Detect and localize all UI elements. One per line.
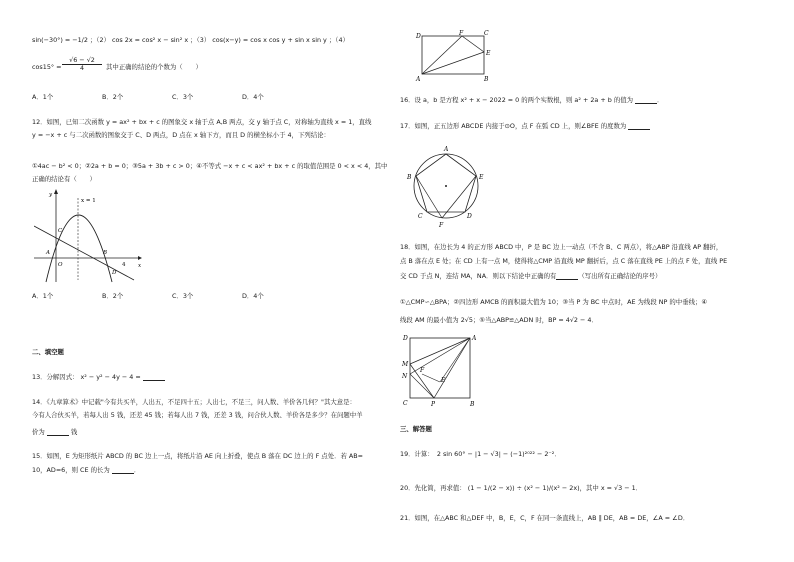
label-y: y xyxy=(49,192,53,198)
label-d: D xyxy=(112,270,117,276)
q14-line2: 今有人合伙买羊，若每人出 5 钱，还差 45 钱；若每人出 7 钱，还差 3 钱，问合伙人数、羊价各是多少？在问题中羊 xyxy=(32,411,363,419)
q12-parabola-graph xyxy=(34,188,144,284)
q12-line4: 正确的结论有（ ） xyxy=(32,175,96,183)
sq-label-e: E xyxy=(441,377,446,384)
q12-option-c[interactable]: C．3个 xyxy=(172,292,194,300)
label-b: B xyxy=(103,250,108,256)
q18-prompt: 交 CD 于点 N，连结 MA，NA．则以下结论中正确的有 xyxy=(400,272,557,280)
sq-label-c: C xyxy=(403,400,408,407)
segment-fe xyxy=(462,36,484,52)
q11-line2-b: 其中正确的结论的个数为（ ） xyxy=(106,63,202,71)
q13-answer-blank[interactable] xyxy=(143,374,165,381)
section-solve-heading: 三、解答题 xyxy=(400,425,432,433)
q18-line1: 18．如图，在边长为 4 的正方形 ABCD 中，P 是 BC 边上一动点（不含 B、C 两点），将△ABP 沿直线 AP 翻折， xyxy=(400,243,723,251)
rect-label-a: A xyxy=(416,76,421,82)
q12-option-b[interactable]: B．2个 xyxy=(102,292,124,300)
q17-text xyxy=(400,122,650,130)
pent-label-e: E xyxy=(479,174,484,181)
segment-ae xyxy=(422,52,484,74)
sq-label-a: A xyxy=(472,335,477,342)
q20-prompt: 20．先化简，再求值： xyxy=(400,484,466,492)
sq-label-p: P xyxy=(431,401,436,408)
section-fill-in-heading: 二、填空题 xyxy=(32,348,64,356)
q12-option-d[interactable]: D．4个 xyxy=(242,292,264,300)
q14-unit: 钱 xyxy=(70,428,78,436)
sq-label-f: F xyxy=(420,367,425,374)
q11-option-c[interactable]: C．3个 xyxy=(172,93,194,101)
q14-answer-blank[interactable] xyxy=(47,429,69,436)
q13-prompt: 13．分解因式： x² − y² − 4y − 4 = xyxy=(32,373,141,381)
q16-text: 16．设 a，b 是方程 x² + x − 2022 = 0 的两个实数根，则 a² + 2a + b 的值为 ． xyxy=(400,96,664,104)
left-column xyxy=(30,0,390,562)
center-o-dot xyxy=(445,185,447,187)
q18-line5: 线段 AM 的最小值为 2√5；⑤当△ABP≌△ADN 时，BP = 4√2 − 4． xyxy=(400,316,598,324)
rect-label-f: F xyxy=(459,30,464,37)
q12-line3: ①4ac − b² < 0；②2a + b = 0；③5a + 3b + c > 0；④不等式 −x + c < ax² + bx + c 的取值范围是 0 < x < 4，其中 xyxy=(32,162,388,170)
q11-option-b[interactable]: B．2个 xyxy=(102,93,124,101)
sq-label-d: D xyxy=(403,335,408,342)
q18-square-figure xyxy=(400,330,480,408)
pentagon-abcde xyxy=(416,154,476,212)
segment-fe-square xyxy=(422,374,440,382)
pent-label-b: B xyxy=(407,174,412,181)
label-four: 4 xyxy=(122,262,126,268)
pent-label-c: C xyxy=(418,213,423,220)
q11-fraction-numerator: √6 − √2 xyxy=(62,57,102,65)
segment-an xyxy=(410,338,470,374)
q18-line3 xyxy=(400,272,661,280)
sq-label-m: M xyxy=(402,361,409,368)
right-column xyxy=(398,0,770,562)
q15-answer-blank[interactable] xyxy=(112,467,134,474)
rect-label-d: D xyxy=(416,33,421,40)
label-x: x xyxy=(138,263,142,269)
label-origin: O xyxy=(58,262,63,268)
q19-text: 19．计算： 2 sin 60° − |1 − √3| − (−1)²⁰²² − 2⁻²． xyxy=(400,450,561,458)
rect-label-c: C xyxy=(484,30,489,37)
q11-fraction-denominator: 4 xyxy=(79,64,85,72)
q18-answer-blank[interactable] xyxy=(556,273,578,280)
q16-answer-blank[interactable] xyxy=(635,97,657,104)
q11-option-d[interactable]: D．4个 xyxy=(242,93,264,101)
q12-line2: y = −x + c 与二次函数的图象交于 C、D 两点，D 点在 x 轴下方，而且 D 的横坐标小于 4，下列结论： xyxy=(32,131,330,139)
q18-line4: ①△CMP∽△BPA；②四边形 AMCB 的面积最大值为 10；③当 P 为 BC 中点时，AE 为线段 NP 的中垂线；④ xyxy=(400,298,708,306)
rect-label-b: B xyxy=(484,76,489,82)
q11-line1: sin(−30°) = −1/2 ；（2） cos 2x = cos² x − sin² x ；（3） cos(x−y) = cos x cos y + sin x sin y ；（4） xyxy=(32,36,349,44)
q17-pentagon-figure xyxy=(404,138,494,230)
segment-af xyxy=(422,36,462,74)
q16-prompt: 16．设 a，b 是方程 x² + x − 2022 = 0 的两个实数根，则 a² + 2a + b 的值为 xyxy=(400,96,633,104)
q11-option-a[interactable]: A．1个 xyxy=(32,93,54,101)
q20-expression: (1 − 1/(2 − x)) ÷ (x² − 1)/(x² − 2x) xyxy=(467,484,580,492)
sq-label-b: B xyxy=(470,401,475,408)
label-a: A xyxy=(46,250,50,256)
q17-answer-blank[interactable] xyxy=(628,123,650,130)
x-axis-arrow-icon xyxy=(138,256,142,260)
sq-label-n: N xyxy=(402,373,408,380)
q15-rectangle-figure xyxy=(412,30,492,82)
q15-line1: 15．如图，E 为矩形纸片 ABCD 的 BC 边上一点，将纸片沿 AE 向上折叠，使点 B 落在 DC 边上的 F 点处．若 AB= xyxy=(32,452,364,460)
y-axis-arrow-icon xyxy=(54,189,58,194)
segment-ap xyxy=(434,338,470,398)
q20-text xyxy=(400,484,642,492)
q18-line2: 点 B 落在点 E 处；在 CD 上有一点 M，使得将△CMP 沿直线 MP 翻折后，点 C 落在直线 PE 上的点 F 处，直线 PE xyxy=(400,257,728,265)
q11-line2-a: cos15° = xyxy=(32,63,62,71)
q20-condition: ，其中 x = √3 − 1． xyxy=(579,484,643,492)
q14-line3 xyxy=(32,428,77,436)
label-c: C xyxy=(58,228,63,234)
q17-prompt: 17．如图，正五边形 ABCDE 内接于⊙O，点 F 在弧 CD 上，则∠BFE 的度数为 xyxy=(400,122,627,130)
pent-label-d: D xyxy=(467,213,472,220)
q13-text xyxy=(32,373,165,381)
q15-prompt: 10，AD=6，则 CE 的长为 xyxy=(32,466,110,474)
square-abcd xyxy=(410,338,470,398)
q14-price-label: 价为 xyxy=(32,428,45,436)
q14-line1: 14．《九章算术》中记载"今有共买羊，人出五，不足四十五；人出七，不足三，问人数、羊价各几何？"其大意是： xyxy=(32,398,356,406)
pent-label-f: F xyxy=(439,222,444,229)
q15-line2: 10，AD=6，则 CE 的长为 ． xyxy=(32,466,141,474)
q12-option-a[interactable]: A．1个 xyxy=(32,292,54,300)
label-axis-line: x = 1 xyxy=(81,198,96,204)
q18-hint: （写出所有正确结论的序号） xyxy=(578,272,662,280)
pent-label-a: A xyxy=(444,146,449,153)
rect-label-e: E xyxy=(486,50,491,57)
q21-text: 21．如图，在△ABC 和△DEF 中，B，E，C，F 在同一条直线上，AB ∥ DE，AB = DE，∠A = ∠D． xyxy=(400,514,690,522)
q12-line1: 12．如图，已知二次函数 y = ax² + bx + c 的图象交 x 轴于点 A,B 两点，交 y 轴于点 C，对称轴为直线 x = 1，直线 xyxy=(32,118,372,126)
